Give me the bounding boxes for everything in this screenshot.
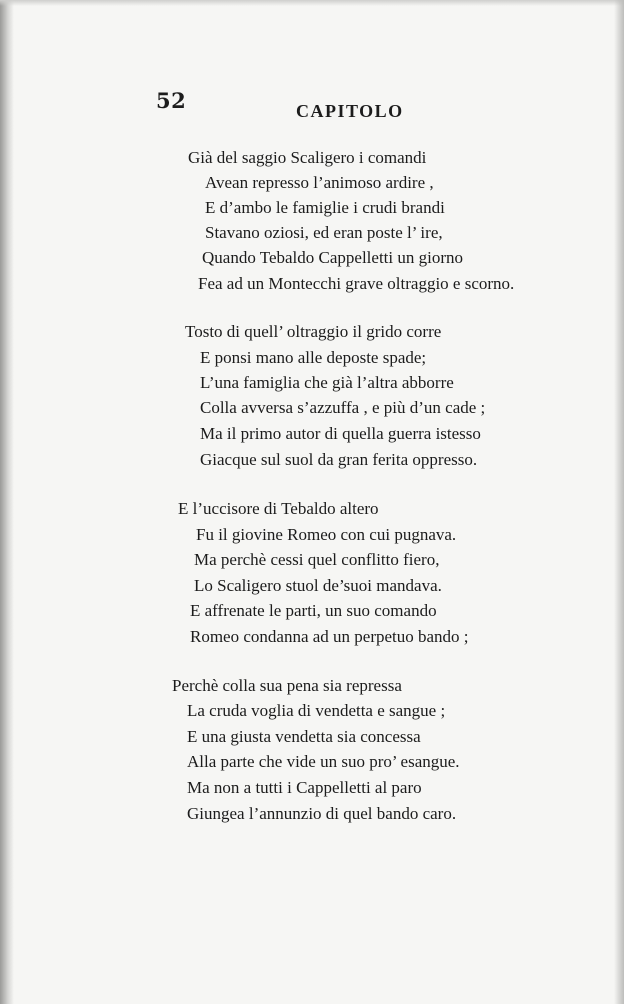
verse-line: E ponsi mano alle deposte spade; (200, 348, 427, 367)
page-top-edge (0, 0, 624, 6)
verse-line: E una giusta vendetta sia concessa (187, 727, 421, 746)
verse-line: Alla parte che vide un suo pro’ esangue. (187, 752, 460, 771)
verse-line: Stavano oziosi, ed eran poste l’ ire, (205, 223, 443, 242)
verse-line: Colla avversa s’azzuffa , e più d’un cade ; (200, 398, 486, 417)
verse-line: Giungea l’annunzio di quel bando caro. (187, 804, 457, 823)
verse-line: Ma non a tutti i Cappelletti al paro (187, 778, 422, 797)
running-head: CAPITOLO (296, 101, 404, 121)
verse-line: Quando Tebaldo Cappelletti un giorno (202, 248, 464, 267)
page-number: 52 (156, 88, 187, 113)
verse-line: E d’ambo le famiglie i crudi brandi (205, 198, 445, 217)
verse-line: La cruda voglia di vendetta e sangue ; (187, 701, 446, 720)
verse-line: Fea ad un Montecchi grave oltraggio e scorno. (198, 274, 515, 293)
verse-line: Romeo condanna ad un perpetuo bando ; (190, 627, 469, 646)
verse-line: Ma perchè cessi quel conflitto fiero, (194, 550, 440, 569)
verse-line: E affrenate le parti, un suo comando (190, 601, 437, 620)
verse-line: Tosto di quell’ oltraggio il grido corre (185, 322, 442, 341)
verse-line: Giacque sul suol da gran ferita oppresso. (200, 450, 478, 469)
verse-line: Avean represso l’animoso ardire , (205, 173, 434, 192)
verse-line: E l’uccisore di Tebaldo altero (178, 499, 379, 518)
verse-line: Perchè colla sua pena sia repressa (172, 676, 402, 695)
verse-line: Lo Scaligero stuol de’suoi mandava. (194, 576, 442, 595)
verse-line: L’una famiglia che già l’altra abborre (200, 373, 454, 392)
verse-line: Ma il primo autor di quella guerra istesso (200, 424, 481, 443)
verse-line: Fu il giovine Romeo con cui pugnava. (196, 525, 457, 544)
verse-line: Già del saggio Scaligero i comandi (188, 148, 427, 167)
